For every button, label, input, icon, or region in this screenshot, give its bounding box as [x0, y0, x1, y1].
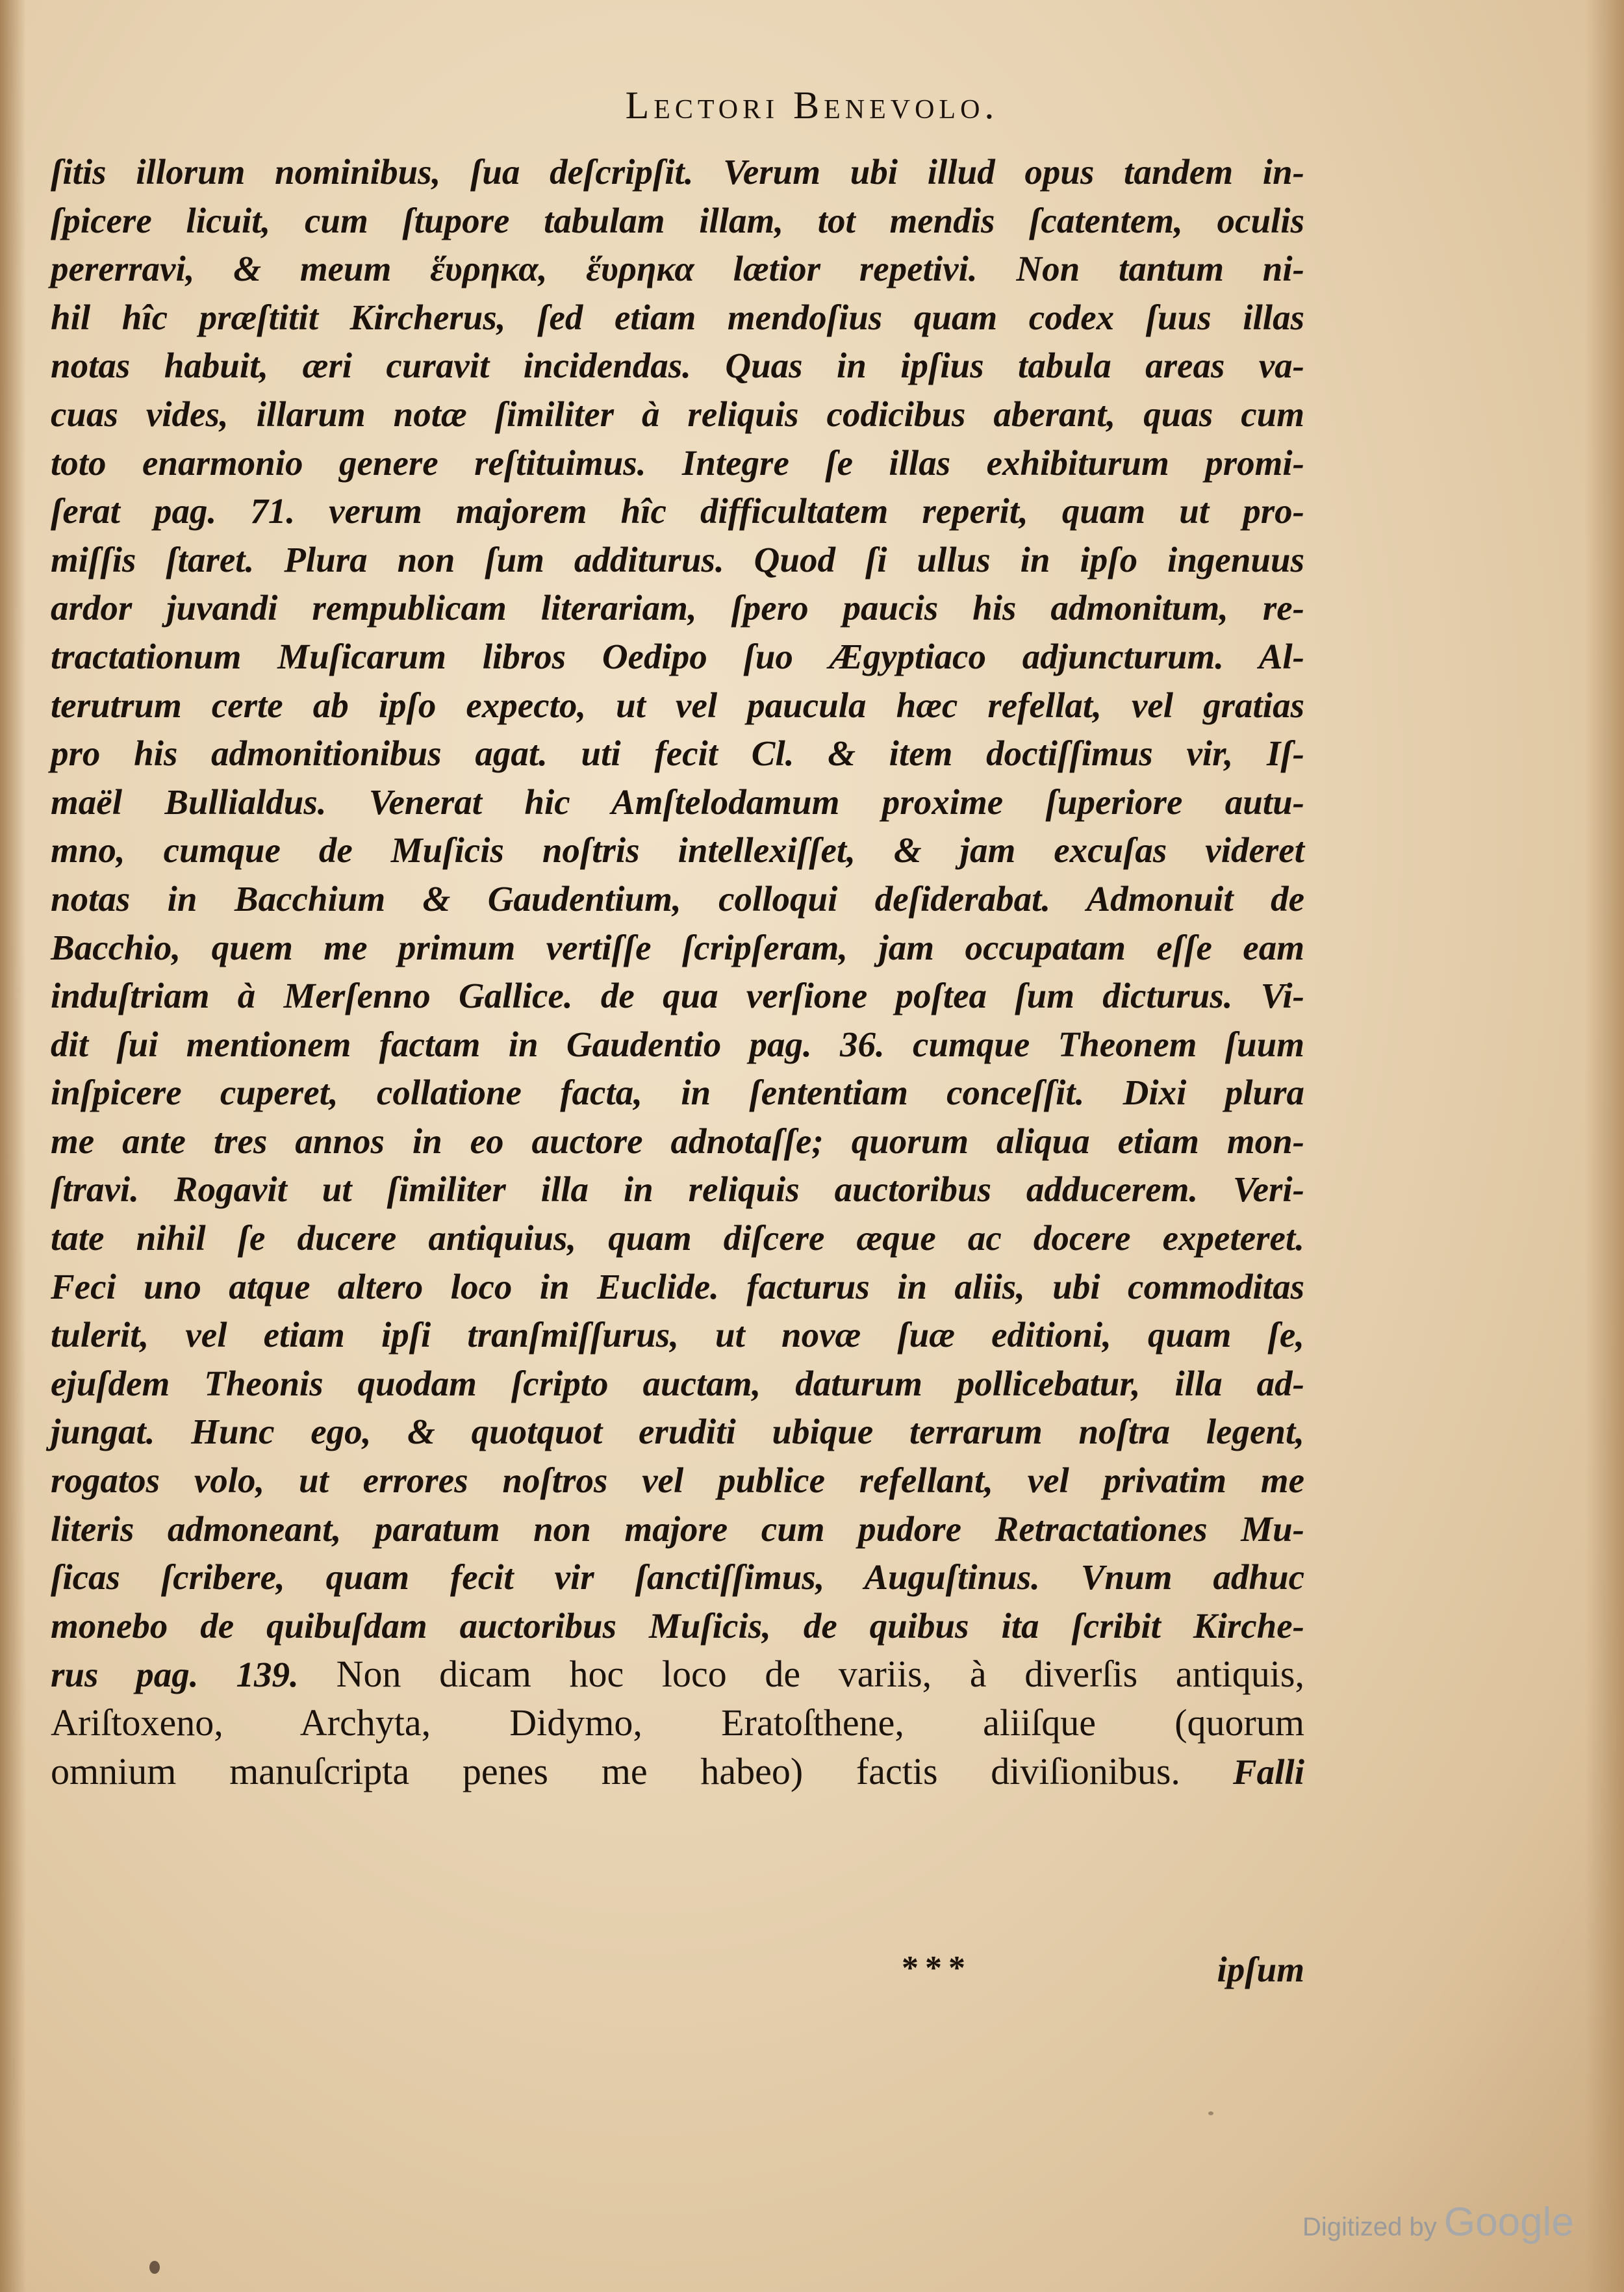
text-line: ſicas ſcribere, quam fecit vir ſanctiſſimus, Auguſtinus. Vnum adhuc: [51, 1557, 1304, 1598]
text-line: maël Bullialdus. Venerat hic Amſtelodamum proxime ſuperiore autu-: [51, 782, 1304, 822]
text-line: jungat. Hunc ego, & quotquot eruditi ubique terrarum noſtra legent,: [51, 1412, 1304, 1452]
text-line: notas in Bacchium & Gaudentium, colloqui deſiderabat. Admonuit de: [51, 878, 1304, 919]
text-line: me ante tres annos in eo auctore adnotaſſe; quorum aliqua etiam mon-: [51, 1121, 1304, 1161]
quotation-roman: omnium manuſcripta penes me habeo) factis diviſionibus.: [51, 1750, 1180, 1792]
text-line: Bacchio, quem me primum vertiſſe ſcripſeram, jam occupatam eſſe eam: [51, 927, 1304, 967]
running-head: Lectori Benevolo.: [625, 84, 999, 127]
quotation-line: Ariſtoxeno, Archyta, Didymo, Eratoſthene, aliiſque (quorum: [51, 1701, 1304, 1744]
text-line: inſpicere cuperet, collatione facta, in ſententiam conceſſit. Dixi plura: [51, 1073, 1304, 1113]
text-line: ejuſdem Theonis quodam ſcripto auctam, daturum pollicebatur, illa ad-: [51, 1363, 1304, 1403]
text-line: hil hîc præſtitit Kircherus, ſed etiam mendoſius quam codex ſuus illas: [51, 297, 1304, 337]
citation-italic: rus pag. 139.: [51, 1655, 299, 1695]
catchword: ipſum: [1217, 1950, 1304, 1989]
watermark-prefix: Digitized by: [1302, 2213, 1437, 2241]
resume-italic: Falli: [1232, 1751, 1304, 1792]
quotation-roman: Non dicam hoc loco de variis, à diverſis antiquis,: [336, 1653, 1304, 1696]
text-line: Feci uno atque altero loco in Euclide. facturus in aliis, ubi commoditas: [51, 1266, 1304, 1306]
text-line: notas habuit, æri curavit incidendas. Quas in ipſius tabula areas va-: [51, 346, 1304, 386]
text-line: ſpicere licuit, cum ſtupore tabulam illam, tot mendis ſcatentem, oculis: [51, 200, 1304, 240]
text-line: toto enarmonio genere reſtituimus. Integre ſe illas exhibiturum promi-: [51, 442, 1304, 483]
signature-mark: ***: [902, 1950, 972, 1987]
page-footer: [51, 1949, 1304, 2001]
text-line: ſerat pag. 71. verum majorem hîc difficultatem reperit, quam ut pro-: [51, 491, 1304, 531]
text-line: induſtriam à Merſenno Gallice. de qua verſione poſtea ſum dicturus. Vi-: [51, 976, 1304, 1016]
text-line: tate nihil ſe ducere antiquius, quam diſcere æque ac docere expeteret.: [51, 1218, 1304, 1258]
text-line: pro his admonitionibus agat. uti fecit Cl. & item doctiſſimus vir, Iſ-: [51, 733, 1304, 774]
ink-spot: [1208, 2111, 1213, 2115]
text-line: ardor juvandi rempublicam literariam, ſpero paucis his admonitum, re-: [51, 588, 1304, 628]
text-line: ſtravi. Rogavit ut ſimiliter illa in reliquis auctoribus adducerem. Veri-: [51, 1169, 1304, 1210]
page-edge-shadow-left: [0, 0, 26, 2292]
text-line: dit ſui mentionem factam in Gaudentio pag. 36. cumque Theonem ſuum: [51, 1024, 1304, 1064]
text-line: terutrum certe ab ipſo expecto, ut vel paucula hæc refellat, vel gratias: [51, 685, 1304, 725]
text-line: tractationum Muſicarum libros Oedipo ſuo Ægyptiaco adjuncturum. Al-: [51, 636, 1304, 676]
text-line-mixed: [51, 1748, 1304, 1796]
text-line: rogatos volo, ut errores noſtros vel publice refellant, vel privatim me: [51, 1460, 1304, 1501]
body-text: [51, 148, 1304, 1796]
text-line: ſitis illorum nominibus, ſua deſcripſit. Verum ubi illud opus tandem in-: [51, 152, 1304, 192]
text-line: literis admoneant, paratum non majore cum pudore Retractationes Mu-: [51, 1509, 1304, 1549]
text-line: mno, cumque de Muſicis noſtris intellexiſſet, & jam excuſas videret: [51, 830, 1304, 871]
ink-spot: [149, 2261, 160, 2274]
text-line: pererravi, & meum ἕυρηκα, ἕυρηκα lætior repetivi. Non tantum ni-: [51, 249, 1304, 289]
text-line: miſſis ſtaret. Plura non ſum additurus. Quod ſi ullus in ipſo ingenuus: [51, 539, 1304, 579]
text-line: monebo de quibuſdam auctoribus Muſicis, de quibus ita ſcribit Kirche-: [51, 1605, 1304, 1646]
text-line: cuas vides, illarum notæ ſimiliter à reliquis codicibus aberant, quas cum: [51, 394, 1304, 434]
page-edge-shadow-right: [1585, 0, 1624, 2292]
digitized-watermark: [1302, 2199, 1574, 2245]
text-line-mixed: [51, 1650, 1304, 1699]
google-logo: Google: [1443, 2200, 1574, 2245]
text-line: tulerit, vel etiam ipſi tranſmiſſurus, ut novæ ſuæ editioni, quam ſe,: [51, 1315, 1304, 1355]
